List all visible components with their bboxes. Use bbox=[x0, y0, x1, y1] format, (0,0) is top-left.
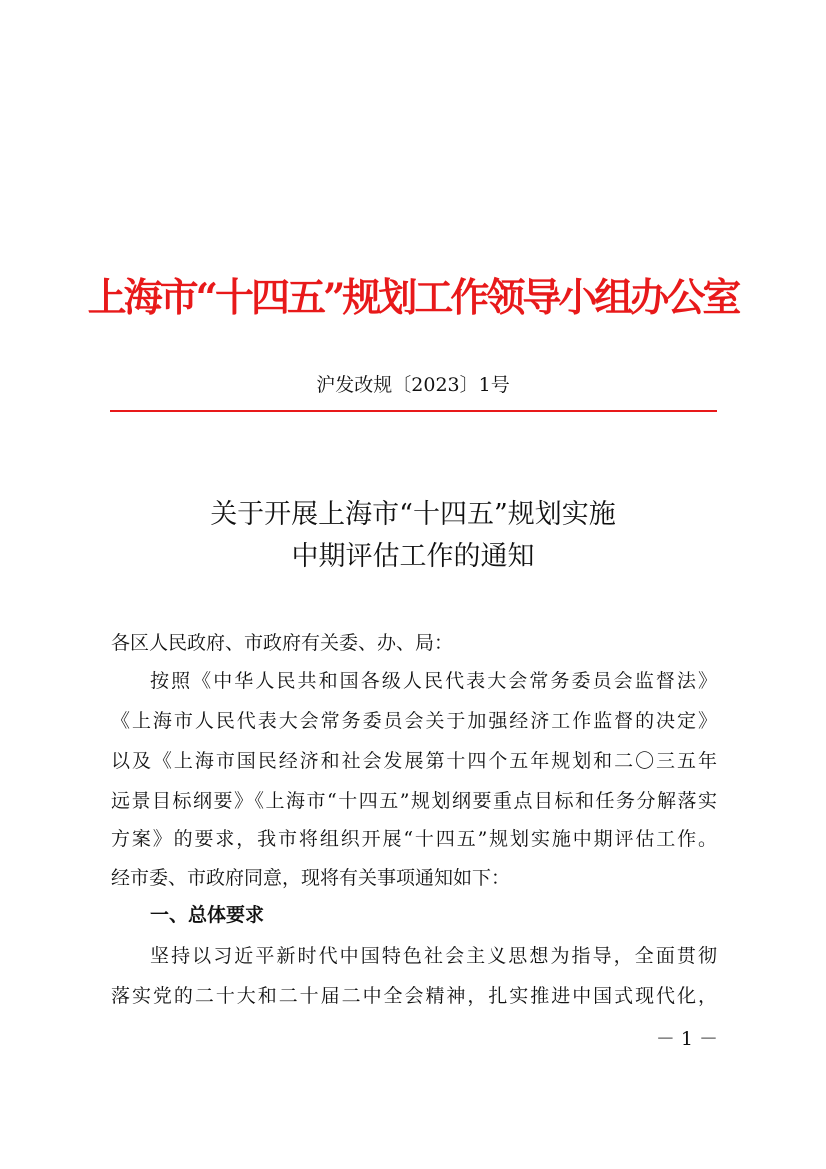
salutation: 各区人民政府、市政府有关委、办、局： bbox=[111, 632, 454, 654]
issuing-organization: 上海市“十四五”规划工作领导小组办公室 bbox=[87, 275, 739, 321]
red-separator-line bbox=[110, 410, 717, 412]
section-heading: 一、总体要求 bbox=[150, 904, 265, 926]
title-line-2: 中期评估工作的通知 bbox=[291, 541, 535, 572]
paragraph-1-line-2: 《上海市人民代表大会常务委员会关于加强经济工作监督的决定》 bbox=[111, 710, 717, 732]
paragraph-1-line-3: 以及《上海市国民经济和社会发展第十四个五年规划和二〇三五年 bbox=[111, 750, 717, 772]
page-number: － 1 － bbox=[655, 1028, 718, 1050]
document-title bbox=[0, 494, 826, 578]
paragraph-1-line-6: 经市委、市政府同意，现将有关事项通知如下： bbox=[111, 867, 511, 889]
paragraph-1-line-4: 远景目标纲要》《上海市“十四五”规划纲要重点目标和任务分解落实 bbox=[111, 790, 717, 812]
document-number: 沪发改规〔2023〕1号 bbox=[316, 374, 510, 396]
paragraph-2-line-2: 落实党的二十大和二十届二中全会精神，扎实推进中国式现代化， bbox=[111, 985, 717, 1007]
paragraph-1-line-1: 按照《中华人民共和国各级人民代表大会常务委员会监督法》 bbox=[150, 670, 717, 692]
paragraph-2-line-1: 坚持以习近平新时代中国特色社会主义思想为指导，全面贯彻 bbox=[150, 945, 717, 967]
paragraph-1-line-5: 方案》的要求，我市将组织开展“十四五”规划实施中期评估工作。 bbox=[111, 828, 717, 850]
title-line-1: 关于开展上海市“十四五”规划实施 bbox=[210, 499, 616, 530]
